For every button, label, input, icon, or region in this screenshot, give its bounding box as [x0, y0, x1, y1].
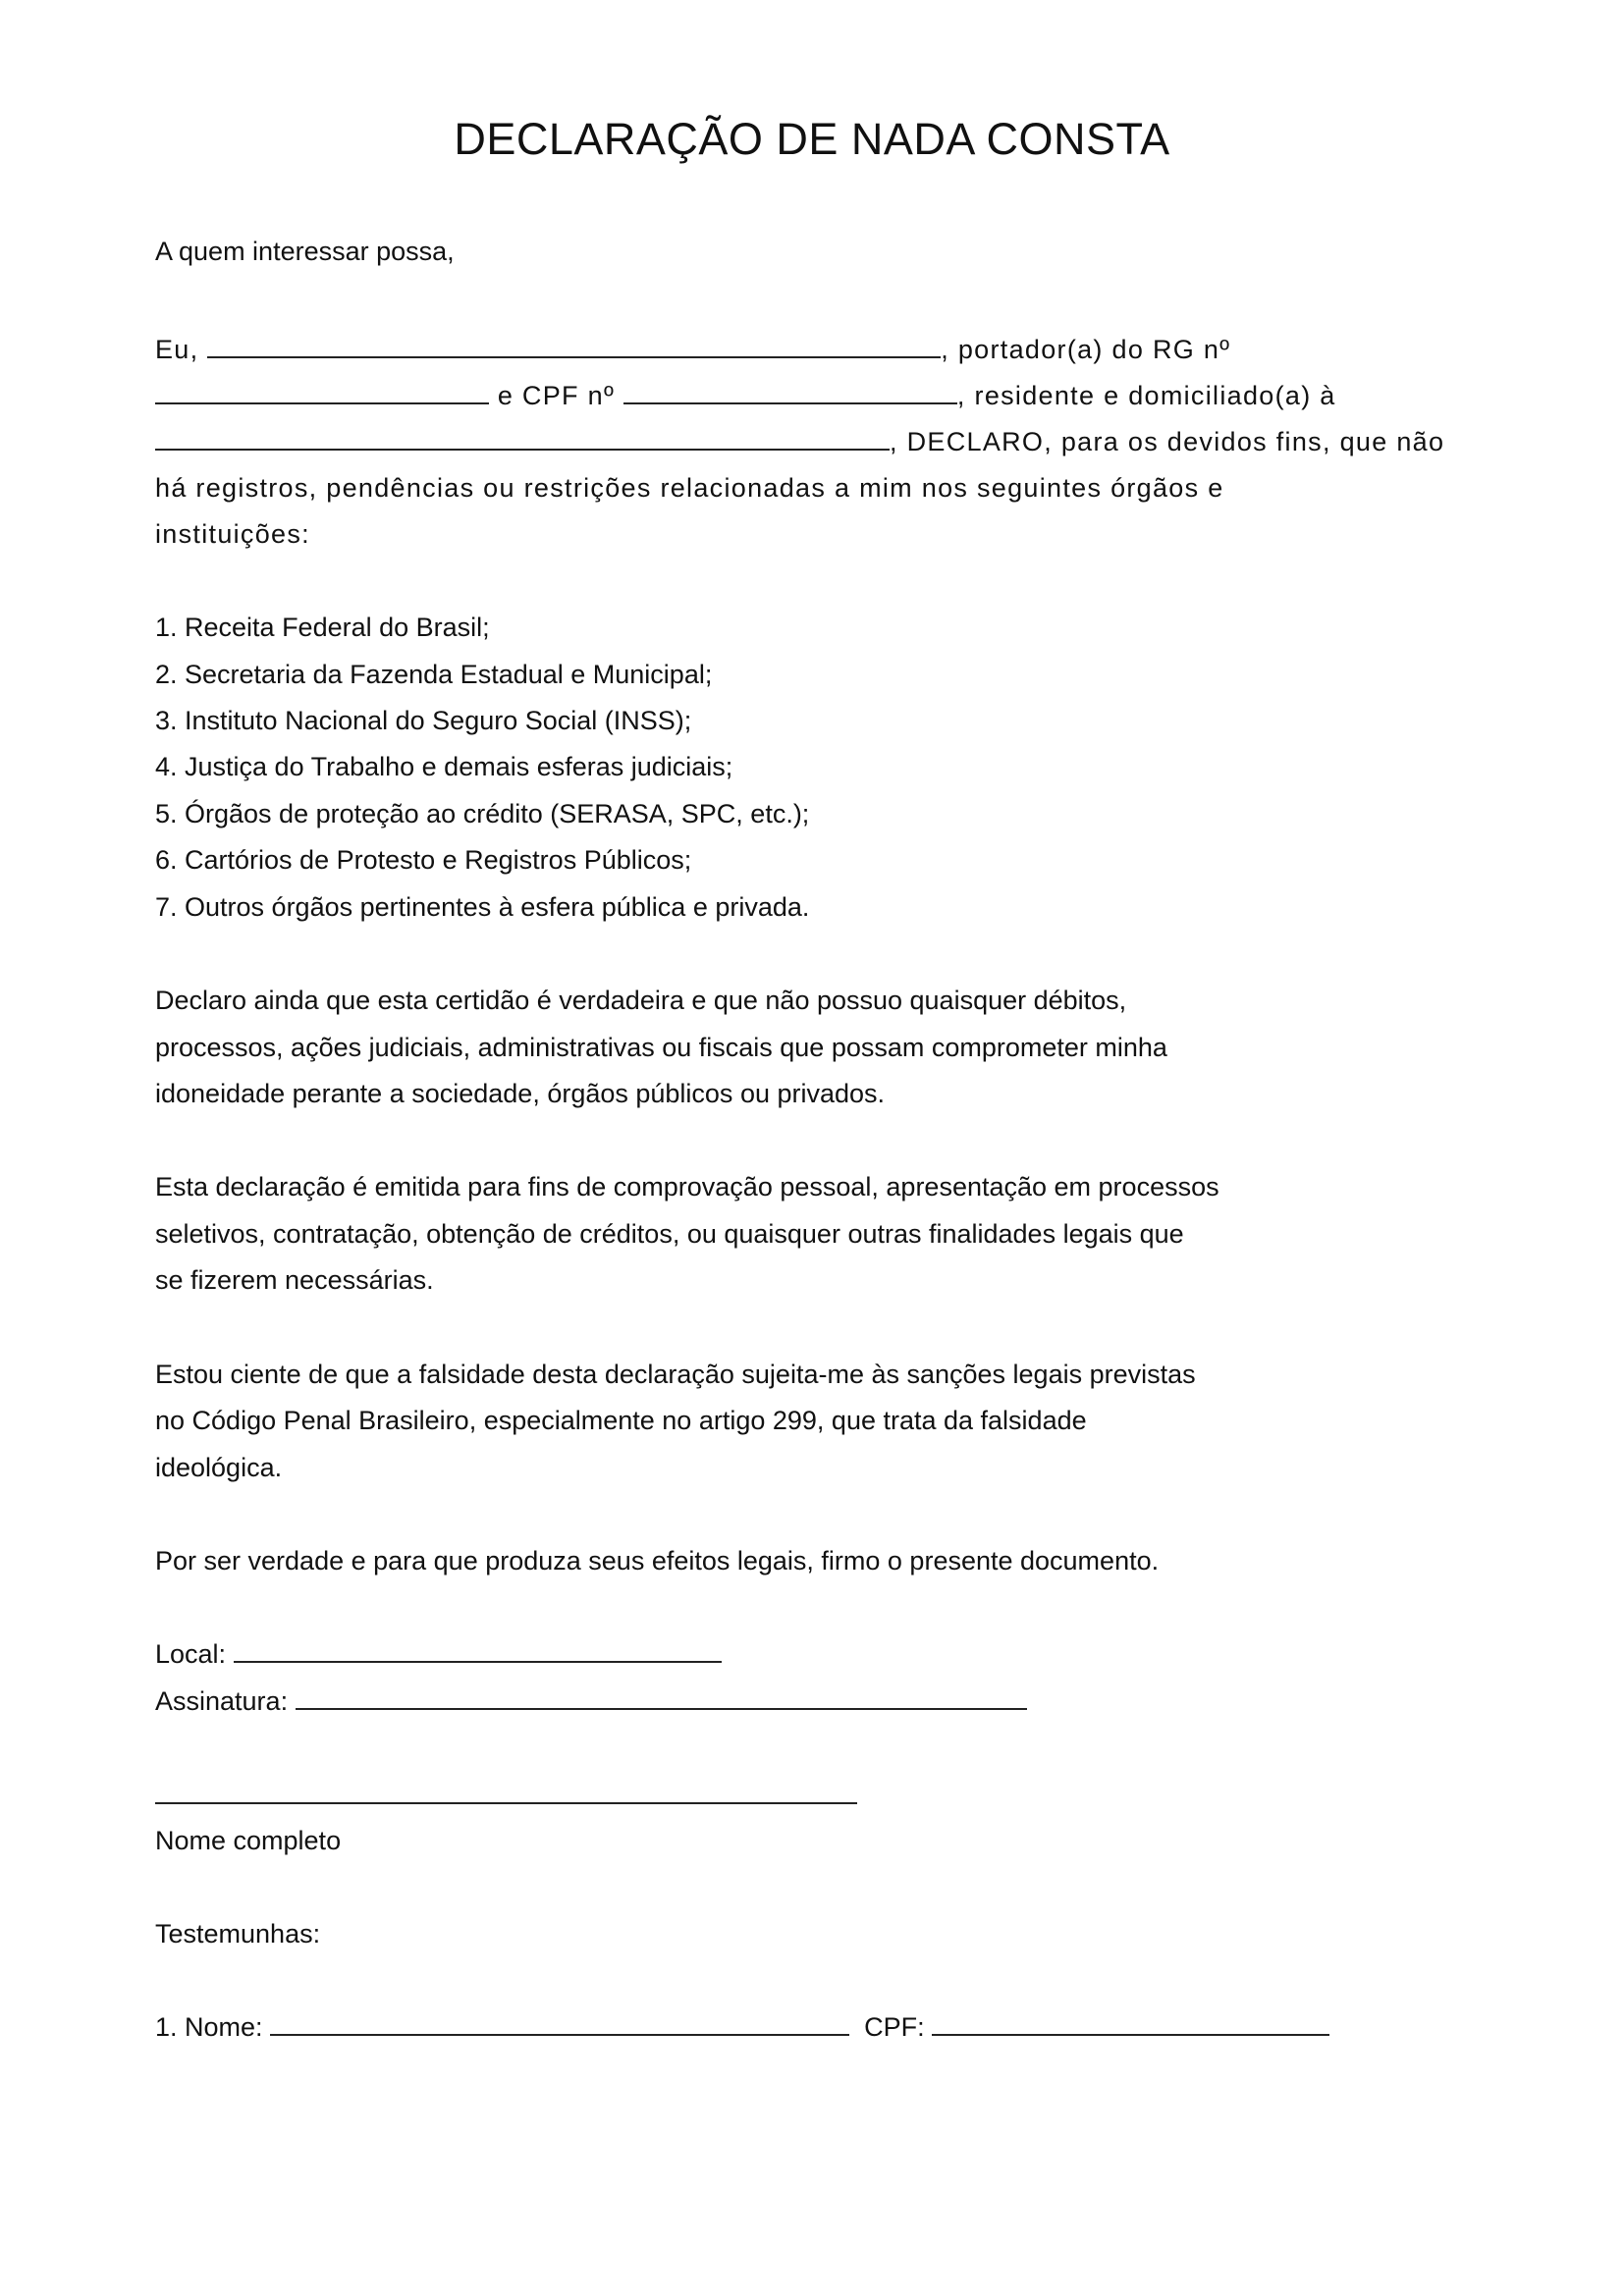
intro-rg-label: , portador(a) do RG nº — [941, 335, 1231, 364]
witness-1-cpf-blank[interactable] — [932, 2010, 1329, 2036]
closing-statement: Por ser verdade e para que produza seus efeitos legais, firmo o presente documento. — [155, 1546, 1160, 1575]
witness-1-name-label: 1. Nome: — [155, 2012, 263, 2042]
address-blank[interactable] — [155, 425, 890, 451]
ciente-line: no Código Penal Brasileiro, especialmente no artigo 299, que trata da falsidade — [155, 1406, 1087, 1435]
witnesses-label: Testemunhas: — [155, 1919, 321, 1949]
intro-declaro-label: , DECLARO, para os devidos fins, que não — [890, 427, 1445, 456]
institution-item: 4. Justiça do Trabalho e demais esferas judiciais; — [155, 752, 733, 781]
intro-line-1 — [155, 330, 1230, 369]
intro-line-2 — [155, 376, 1336, 415]
emitida-line: Esta declaração é emitida para fins de comprovação pessoal, apresentação em processos — [155, 1172, 1219, 1201]
institution-item: 7. Outros órgãos pertinentes à esfera pública e privada. — [155, 892, 810, 922]
signature-blank[interactable] — [296, 1684, 1027, 1710]
emitida-line: seletivos, contratação, obtenção de créditos, ou quaisquer outras finalidades legais que — [155, 1219, 1184, 1249]
rg-blank[interactable] — [155, 379, 489, 404]
intro-line-4: há registros, pendências ou restrições relacionadas a mim nos seguintes órgãos e — [155, 473, 1224, 503]
declaro-line: processos, ações judiciais, administrativas ou fiscais que possam comprometer minha — [155, 1033, 1167, 1062]
witness-1-cpf-label: CPF: — [864, 2012, 925, 2042]
institution-item: 5. Órgãos de proteção ao crédito (SERASA, SPC, etc.); — [155, 799, 810, 828]
institution-item: 1. Receita Federal do Brasil; — [155, 613, 490, 642]
declaro-line: Declaro ainda que esta certidão é verdadeira e que não possuo quaisquer débitos, — [155, 986, 1127, 1015]
institution-item: 2. Secretaria da Fazenda Estadual e Municipal; — [155, 660, 713, 689]
full-name-label: Nome completo — [155, 1826, 342, 1855]
intro-cpf-label: e CPF nº — [497, 381, 616, 410]
intro-line-3 — [155, 422, 1444, 461]
intro-residence-label: , residente e domiciliado(a) à — [956, 381, 1336, 410]
witness-1-name-blank[interactable] — [270, 2010, 849, 2036]
local-field — [155, 1634, 722, 1674]
witness-1-row — [155, 2007, 1329, 2047]
signature-field — [155, 1682, 1027, 1721]
declaro-line: idoneidade perante a sociedade, órgãos públicos ou privados. — [155, 1079, 886, 1108]
full-name-blank[interactable] — [155, 1802, 857, 1804]
local-label: Local: — [155, 1639, 227, 1669]
document-title: DECLARAÇÃO DE NADA CONSTA — [454, 114, 1170, 164]
greeting: A quem interessar possa, — [155, 237, 455, 266]
institution-item: 3. Instituto Nacional do Seguro Social (INSS); — [155, 706, 692, 735]
cpf-blank[interactable] — [623, 379, 957, 404]
emitida-line: se fizerem necessárias. — [155, 1265, 434, 1295]
institution-item: 6. Cartórios de Protesto e Registros Públicos; — [155, 845, 692, 875]
local-blank[interactable] — [234, 1637, 722, 1663]
name-blank[interactable] — [207, 333, 941, 358]
ciente-line: Estou ciente de que a falsidade desta declaração sujeita-me às sanções legais previstas — [155, 1360, 1196, 1389]
signature-label: Assinatura: — [155, 1686, 289, 1716]
ciente-line: ideológica. — [155, 1453, 283, 1482]
intro-eu-label: Eu, — [155, 335, 199, 364]
intro-line-5: instituições: — [155, 519, 310, 549]
